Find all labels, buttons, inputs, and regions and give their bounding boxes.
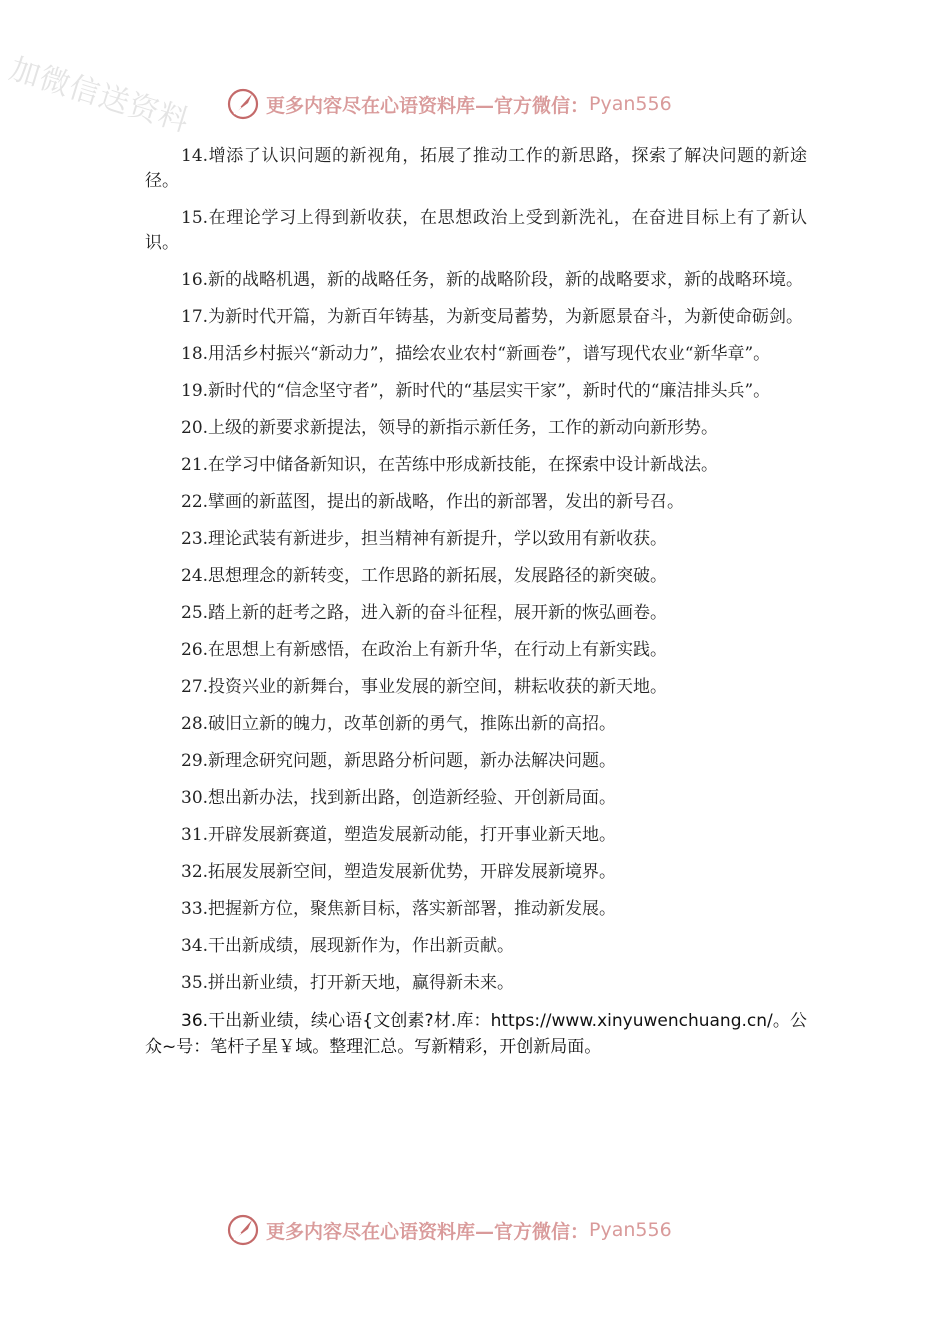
header-banner-text: 更多内容尽在心语资料库—官方微信： [266, 94, 590, 117]
list-item: 23.理论武装有新进步，担当精神有新提升，学以致用有新收获。 [181, 529, 668, 549]
footer-banner-text: 更多内容尽在心语资料库—官方微信： [266, 1220, 590, 1243]
list-item: 18.用活乡村振兴“新动力”，描绘农业农村“新画卷”，谱写现代农业“新华章”。 [181, 344, 771, 364]
document-body [145, 144, 807, 1072]
list-item: 31.开辟发展新赛道，塑造发展新动能，打开事业新天地。 [181, 825, 617, 845]
list-item: 29.新理念研究问题，新思路分析问题，新办法解决问题。 [181, 751, 617, 771]
watermark-text: 加微信送资料 [5, 51, 194, 140]
list-item: 25.踏上新的赶考之路，进入新的奋斗征程，展开新的恢弘画卷。 [181, 603, 668, 623]
list-item: 34.干出新成绩，展现新作为，作出新贡献。 [181, 936, 515, 956]
header-banner [226, 84, 672, 124]
list-item: 15.在理论学习上得到新收获，在思想政治上受到新洗礼，在奋进目标上有了新认识。 [145, 208, 807, 253]
list-item: 14.增添了认识问题的新视角，拓展了推动工作的新思路，探索了解决问题的新途径。 [145, 146, 807, 191]
list-item: 19.新时代的“信念坚守者”，新时代的“基层实干家”，新时代的“廉洁排头兵”。 [181, 381, 771, 401]
list-item: 26.在思想上有新感悟，在政治上有新升华，在行动上有新实践。 [181, 640, 668, 660]
list-item: 16.新的战略机遇，新的战略任务，新的战略阶段，新的战略要求，新的战略环境。 [181, 270, 804, 290]
footer-banner [226, 1210, 672, 1250]
list-item: 30.想出新办法，找到新出路，创造新经验、开创新局面。 [181, 788, 617, 808]
header-banner-wechat: Pyan556 [589, 93, 672, 115]
list-item: 32.拓展发展新空间，塑造发展新优势，开辟发展新境界。 [181, 862, 617, 882]
list-item: 24.思想理念的新转变，工作思路的新拓展，发展路径的新突破。 [181, 566, 668, 586]
footer-banner-wechat: Pyan556 [589, 1219, 672, 1241]
list-item-last: 36.干出新业绩，续心语{文创素?材.库：https://www.xinyuwenchuang.cn/。公众~号：笔杆子星￥域。整理汇总。写新精彩，开创新局面。 [145, 1011, 807, 1057]
list-item: 17.为新时代开篇，为新百年铸基，为新变局蓄势，为新愿景奋斗，为新使命砺剑。 [181, 307, 804, 327]
list-item: 28.破旧立新的魄力，改革创新的勇气，推陈出新的高招。 [181, 714, 617, 734]
list-item: 21.在学习中储备新知识，在苦练中形成新技能，在探索中设计新战法。 [181, 455, 719, 475]
list-item: 20.上级的新要求新提法，领导的新指示新任务，工作的新动向新形势。 [181, 418, 719, 438]
list-item: 22.擘画的新蓝图，提出的新战略，作出的新部署，发出的新号召。 [181, 492, 685, 512]
list-item: 33.把握新方位，聚焦新目标，落实新部署，推动新发展。 [181, 899, 617, 919]
list-item: 35.拼出新业绩，打开新天地，赢得新未来。 [181, 973, 515, 993]
quill-logo-icon [226, 1213, 260, 1247]
list-item: 27.投资兴业的新舞台，事业发展的新空间，耕耘收获的新天地。 [181, 677, 668, 697]
quill-logo-icon [226, 87, 260, 121]
